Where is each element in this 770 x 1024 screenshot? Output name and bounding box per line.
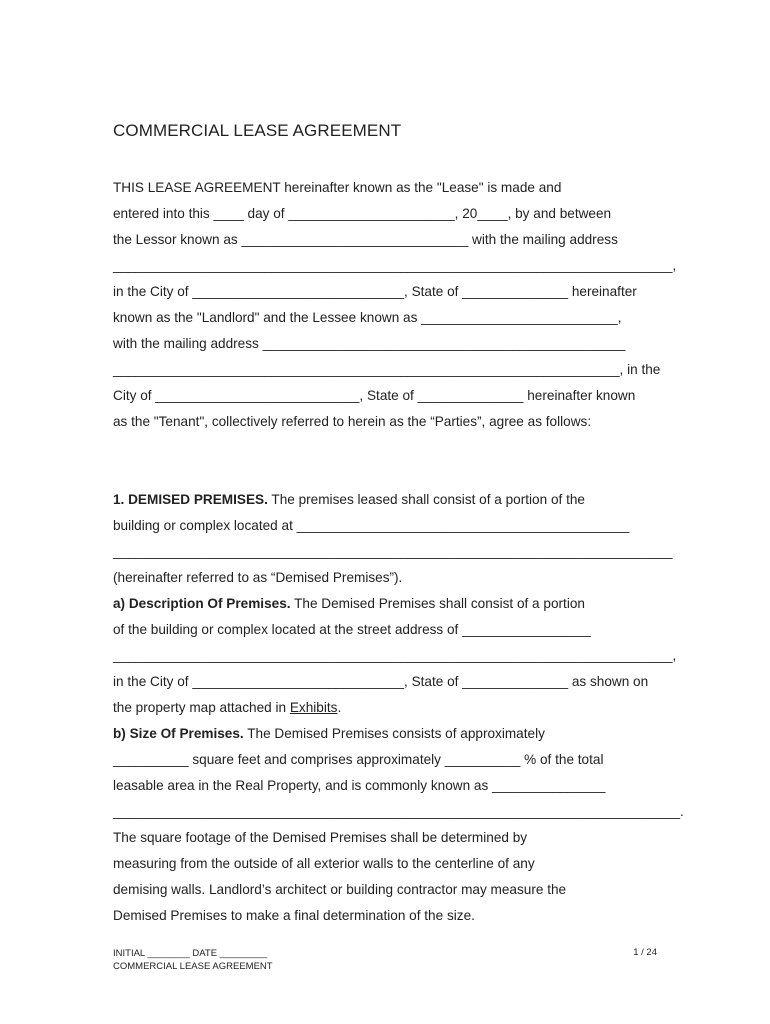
intro-line: the Lessor known as ______________________________ with the mailing address — [113, 232, 618, 247]
page-footer — [113, 947, 273, 973]
subsection-b-line: demising walls. Landlord’s architect or building contractor may measure the — [113, 882, 567, 897]
subsection-b-line: measuring from the outside of all exterior walls to the centerline of any — [113, 856, 535, 871]
intro-line: with the mailing address ________________________________________________ — [113, 336, 626, 351]
intro-line: THIS LEASE AGREEMENT hereinafter known as the "Lease" is made and — [113, 180, 562, 195]
intro-line: __________________________________________________________________________, — [113, 258, 677, 273]
section-1-heading: 1. DEMISED PREMISES. — [113, 492, 268, 507]
subsection-a-text: The Demised Premises shall consist of a portion — [290, 596, 585, 611]
subsection-a-line: of the building or complex located at the street address of _________________ — [113, 622, 591, 637]
section-1-line — [113, 491, 585, 509]
section-1-text: The premises leased shall consist of a portion of the — [267, 492, 585, 507]
section-1-line: __________________________________________________________________________ — [113, 544, 673, 559]
subsection-a-line: in the City of ____________________________, State of ______________ as shown on — [113, 674, 649, 689]
intro-line: City of ___________________________, State of ______________ hereinafter known — [113, 388, 636, 403]
intro-line: in the City of ____________________________, State of ______________ hereinafter — [113, 284, 637, 299]
footer-initial-date: INITIAL ________ DATE _________ — [113, 948, 268, 959]
footer-document-name: COMMERCIAL LEASE AGREEMENT — [113, 961, 273, 972]
subsection-b-text: The Demised Premises consists of approximately — [243, 726, 545, 741]
section-1-line: building or complex located at ____________________________________________ — [113, 518, 630, 533]
subsection-b-line: leasable area in the Real Property, and is commonly known as _______________ — [113, 778, 606, 793]
intro-line: ___________________________________________________________________, in the — [113, 362, 661, 377]
subsection-b-line — [113, 725, 545, 743]
intro-line: as the "Tenant", collectively referred to herein as the “Parties”, agree as follows: — [113, 414, 592, 429]
subsection-a-line — [113, 699, 341, 717]
subsection-b-heading: b) Size Of Premises. — [113, 726, 244, 741]
subsection-a-text: . — [337, 700, 342, 715]
subsection-b-line: ___________________________________________________________________________. — [113, 804, 684, 819]
section-1-line: (hereinafter referred to as “Demised Premises”). — [113, 570, 403, 585]
subsection-a-line: __________________________________________________________________________, — [113, 648, 677, 663]
subsection-a-line — [113, 595, 585, 613]
exhibits-link[interactable]: Exhibits — [289, 700, 338, 715]
page-number: 1 / 24 — [633, 947, 657, 958]
document-title: COMMERCIAL LEASE AGREEMENT — [113, 121, 402, 140]
subsection-b-line: __________ square feet and comprises approximately __________ % of the total — [113, 752, 604, 767]
intro-line: known as the "Landlord" and the Lessee known as __________________________, — [113, 310, 622, 325]
intro-line: entered into this ____ day of ______________________, 20____, by and between — [113, 206, 612, 221]
subsection-a-text: the property map attached in — [113, 700, 290, 715]
subsection-b-line: Demised Premises to make a final determination of the size. — [113, 908, 475, 923]
subsection-a-heading: a) Description Of Premises. — [113, 596, 291, 611]
subsection-b-line: The square footage of the Demised Premises shall be determined by — [113, 830, 528, 845]
